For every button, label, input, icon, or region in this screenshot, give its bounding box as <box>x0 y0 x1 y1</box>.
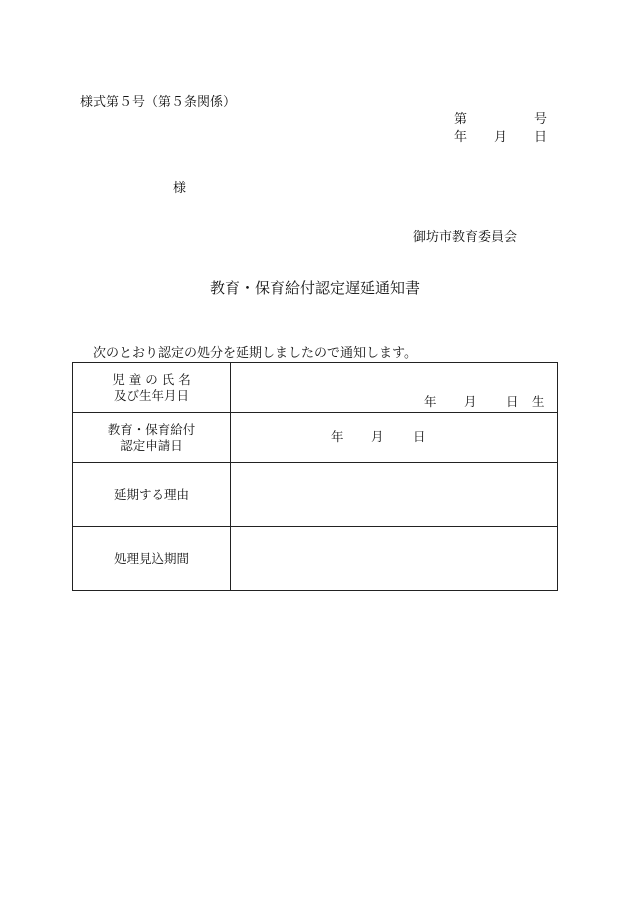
number-prefix: 第 <box>454 112 468 127</box>
table-row <box>73 527 558 591</box>
application-date-label <box>73 413 231 463</box>
application-month-label: 月 <box>371 429 384 444</box>
document-title: 教育・保育給付認定遅延通知書 <box>209 279 420 297</box>
child-name-value <box>231 363 558 413</box>
birth-date <box>424 394 564 410</box>
notice-table <box>72 362 558 591</box>
period-value <box>231 527 558 591</box>
application-label-line2: 認定申請日 <box>120 437 183 453</box>
addressee-suffix: 様 <box>173 181 187 196</box>
application-date <box>331 429 431 445</box>
birth-month-label: 月 <box>464 394 477 409</box>
birth-year-label: 年 <box>424 394 437 409</box>
application-year-label: 年 <box>331 429 344 444</box>
table-row <box>73 463 558 527</box>
form-number: 様式第５号（第５条関係） <box>80 95 237 110</box>
reason-value <box>231 463 558 527</box>
application-label-line1: 教育・保育給付 <box>107 421 196 437</box>
issue-day-label: 日 <box>534 130 548 145</box>
child-label-line1: 児 童 の 氏 名 <box>112 371 191 387</box>
issue-month-label: 月 <box>494 130 508 145</box>
number-suffix: 号 <box>534 112 548 127</box>
intro-text: 次のとおり認定の処分を延期しましたので通知します。 <box>93 346 417 361</box>
issue-year-label: 年 <box>454 130 468 145</box>
issuer: 御坊市教育委員会 <box>413 230 518 245</box>
birth-day-label: 日 <box>506 394 519 409</box>
period-label: 処理見込期間 <box>73 527 231 591</box>
birth-suffix: 生 <box>532 394 545 409</box>
child-name-label <box>73 363 231 413</box>
child-label-line2: 及び生年月日 <box>113 387 189 403</box>
application-day-label: 日 <box>413 429 426 444</box>
application-date-value <box>231 413 558 463</box>
table-row <box>73 363 558 413</box>
table-row <box>73 413 558 463</box>
reason-label: 延期する理由 <box>73 463 231 527</box>
